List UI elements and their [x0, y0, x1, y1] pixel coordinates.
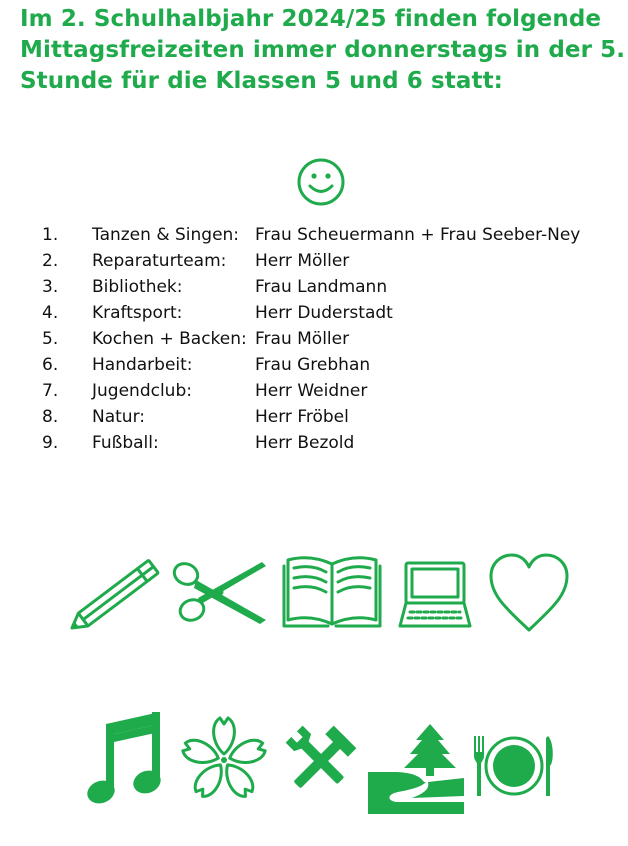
item-activity: Jugendclub:: [92, 381, 192, 401]
item-person: Frau Möller: [255, 329, 350, 349]
item-person: Frau Landmann: [255, 277, 388, 297]
item-person: Herr Bezold: [255, 433, 355, 453]
item-activity: Handarbeit:: [92, 355, 193, 375]
item-activity: Kochen + Backen:: [92, 329, 247, 349]
heading-line-2: Mittagsfreizeiten immer donnerstags in der 5.: [20, 37, 626, 63]
item-activity: Natur:: [92, 407, 145, 427]
item-number: 8.: [42, 407, 59, 427]
item-activity: Tanzen & Singen:: [92, 225, 240, 245]
item-number: 5.: [42, 329, 59, 349]
item-person: Frau Scheuermann + Frau Seeber-Ney: [255, 225, 581, 245]
tools-icon: [280, 722, 362, 800]
pencil-icon: [68, 556, 162, 632]
item-number: 2.: [42, 251, 59, 271]
item-person: Herr Weidner: [255, 381, 368, 401]
heart-icon: [488, 552, 570, 634]
item-number: 4.: [42, 303, 59, 323]
book-icon: [280, 554, 384, 630]
item-number: 3.: [42, 277, 59, 297]
item-number: 7.: [42, 381, 59, 401]
item-person: Frau Grebhan: [255, 355, 371, 375]
smiley-icon: [296, 157, 346, 207]
item-number: 6.: [42, 355, 59, 375]
item-number: 1.: [42, 225, 59, 245]
music-note-icon: [86, 712, 162, 804]
item-person: Herr Möller: [255, 251, 350, 271]
heading-line-1: Im 2. Schulhalbjahr 2024/25 finden folgende: [20, 6, 602, 32]
item-activity: Bibliothek:: [92, 277, 183, 297]
item-activity: Fußball:: [92, 433, 159, 453]
item-activity: Kraftsport:: [92, 303, 183, 323]
item-person: Herr Fröbel: [255, 407, 349, 427]
landscape-icon: [368, 722, 464, 814]
heading-line-3: Stunde für die Klassen 5 und 6 statt:: [20, 68, 503, 94]
page-heading: [20, 4, 626, 97]
flower-icon: [178, 712, 270, 804]
item-person: Herr Duderstadt: [255, 303, 393, 323]
item-number: 9.: [42, 433, 59, 453]
laptop-icon: [398, 560, 472, 630]
scissors-icon: [168, 558, 268, 628]
plate-cutlery-icon: [472, 734, 556, 798]
item-activity: Reparaturteam:: [92, 251, 227, 271]
